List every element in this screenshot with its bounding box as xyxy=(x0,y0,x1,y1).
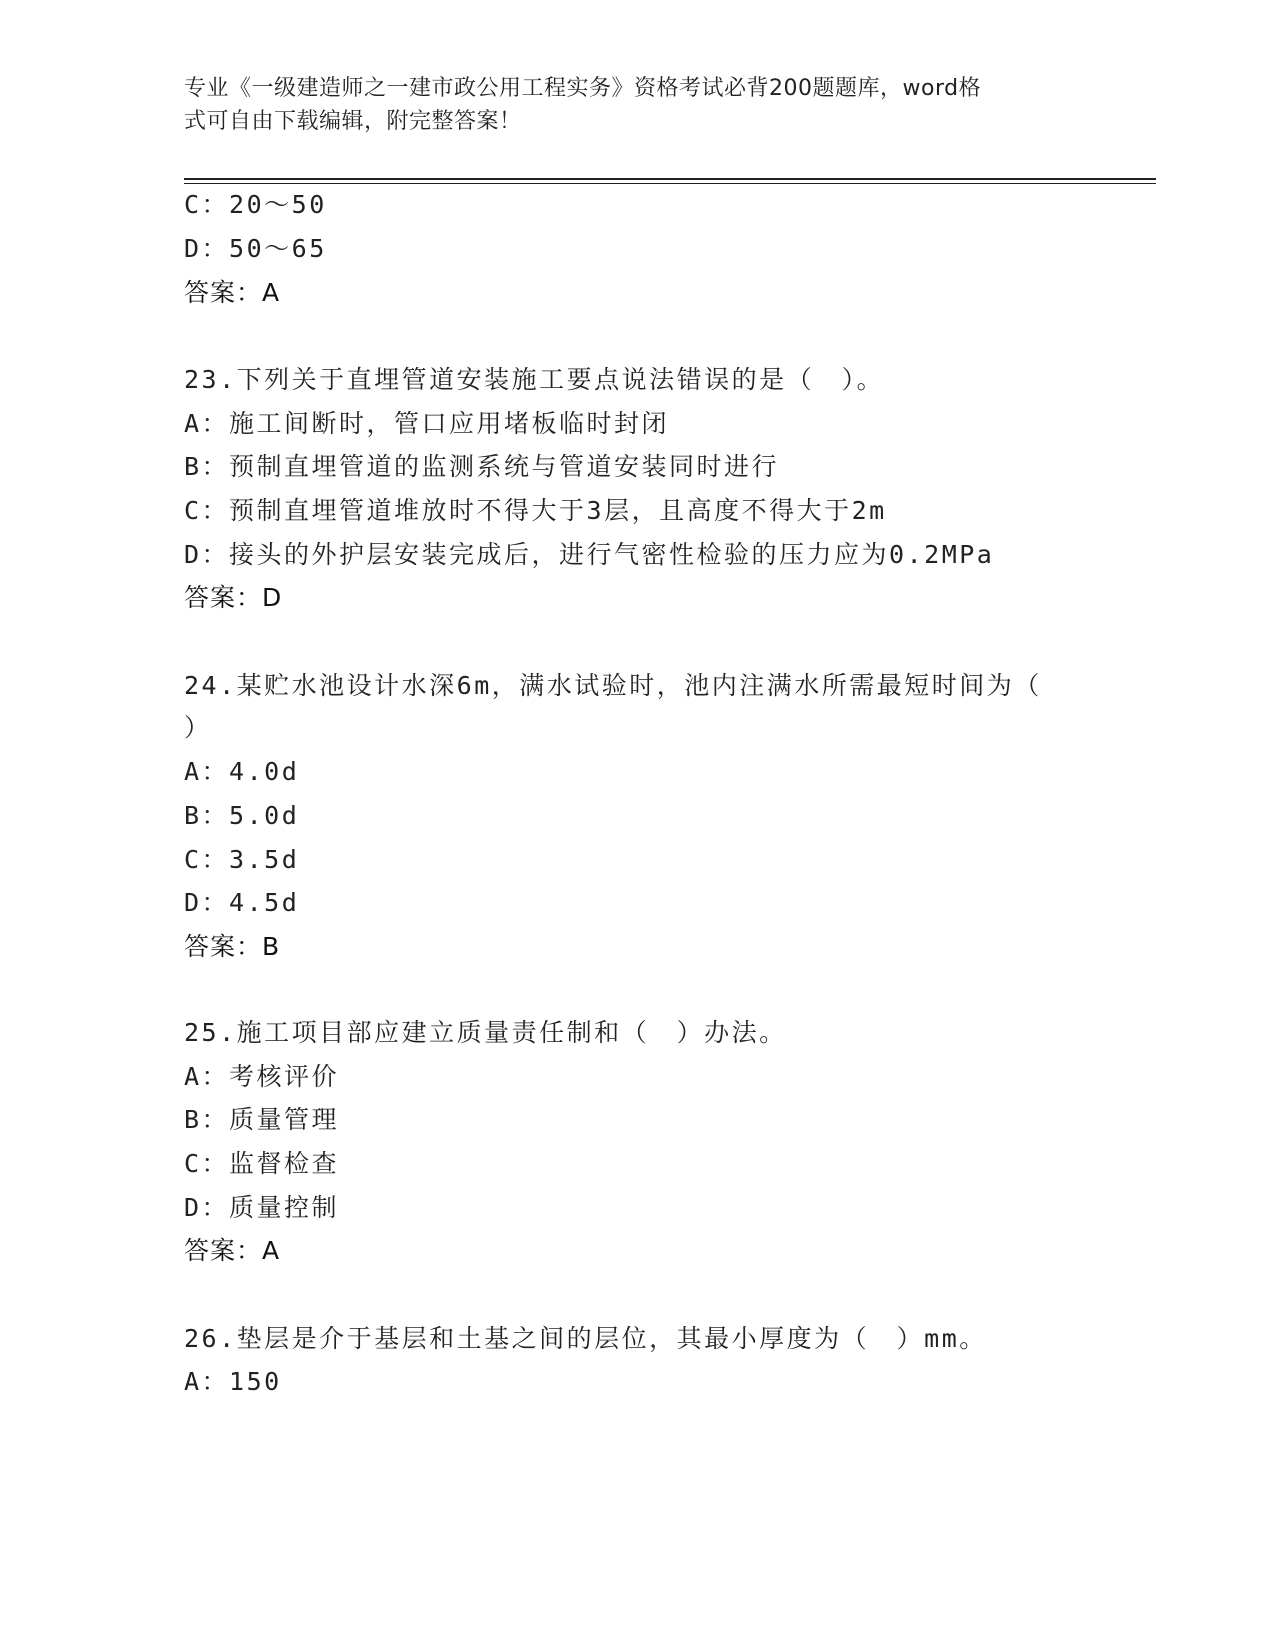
q25-stem: 25.施工项目部应建立质量责任制和（ ）办法。 xyxy=(184,1018,787,1047)
document-header xyxy=(184,72,1074,138)
q26-stem: 26.垫层是介于基层和土基之间的层位，其最小厚度为（ ）mm。 xyxy=(184,1324,987,1353)
q24-stem-line-2: ） xyxy=(184,713,212,742)
q23-option-c: C：预制直埋管道堆放时不得大于3层，且高度不得大于2m xyxy=(184,496,887,525)
q25-answer: 答案：A xyxy=(184,1236,281,1265)
q23-option-b: B：预制直埋管道的监测系统与管道安装同时进行 xyxy=(184,452,780,481)
q23-answer: 答案：D xyxy=(184,583,283,612)
header-title-line-1: 专业《一级建造师之一建市政公用工程实务》资格考试必背200题题库，word格 xyxy=(184,76,982,101)
header-divider-thin xyxy=(184,183,1156,184)
q22-option-c: C：20～50 xyxy=(184,190,327,219)
q24-option-b: B：5.0d xyxy=(184,801,300,830)
header-title-line-2: 式可自由下载编辑，附完整答案！ xyxy=(184,109,522,134)
q25-option-a: A：考核评价 xyxy=(184,1062,340,1091)
q22-answer: 答案：A xyxy=(184,278,281,307)
q22-option-d: D：50～65 xyxy=(184,234,327,263)
q24-option-c: C：3.5d xyxy=(184,845,300,874)
header-divider-thick xyxy=(184,178,1156,180)
q24-option-a: A：4.0d xyxy=(184,757,300,786)
q24-stem-line-1: 24.某贮水池设计水深6m，满水试验时，池内注满水所需最短时间为（ xyxy=(184,671,1042,700)
q25-option-d: D：质量控制 xyxy=(184,1193,340,1222)
q23-stem: 23.下列关于直埋管道安装施工要点说法错误的是（ ）。 xyxy=(184,365,885,394)
q25-option-c: C：监督检查 xyxy=(184,1149,340,1178)
q23-option-d: D：接头的外护层安装完成后，进行气密性检验的压力应为0.2MPa xyxy=(184,540,995,569)
q25-option-b: B：质量管理 xyxy=(184,1105,340,1134)
q26-option-a: A：150 xyxy=(184,1367,282,1396)
q24-answer: 答案：B xyxy=(184,932,281,961)
q23-option-a: A：施工间断时，管口应用堵板临时封闭 xyxy=(184,409,670,438)
q24-option-d: D：4.5d xyxy=(184,888,300,917)
